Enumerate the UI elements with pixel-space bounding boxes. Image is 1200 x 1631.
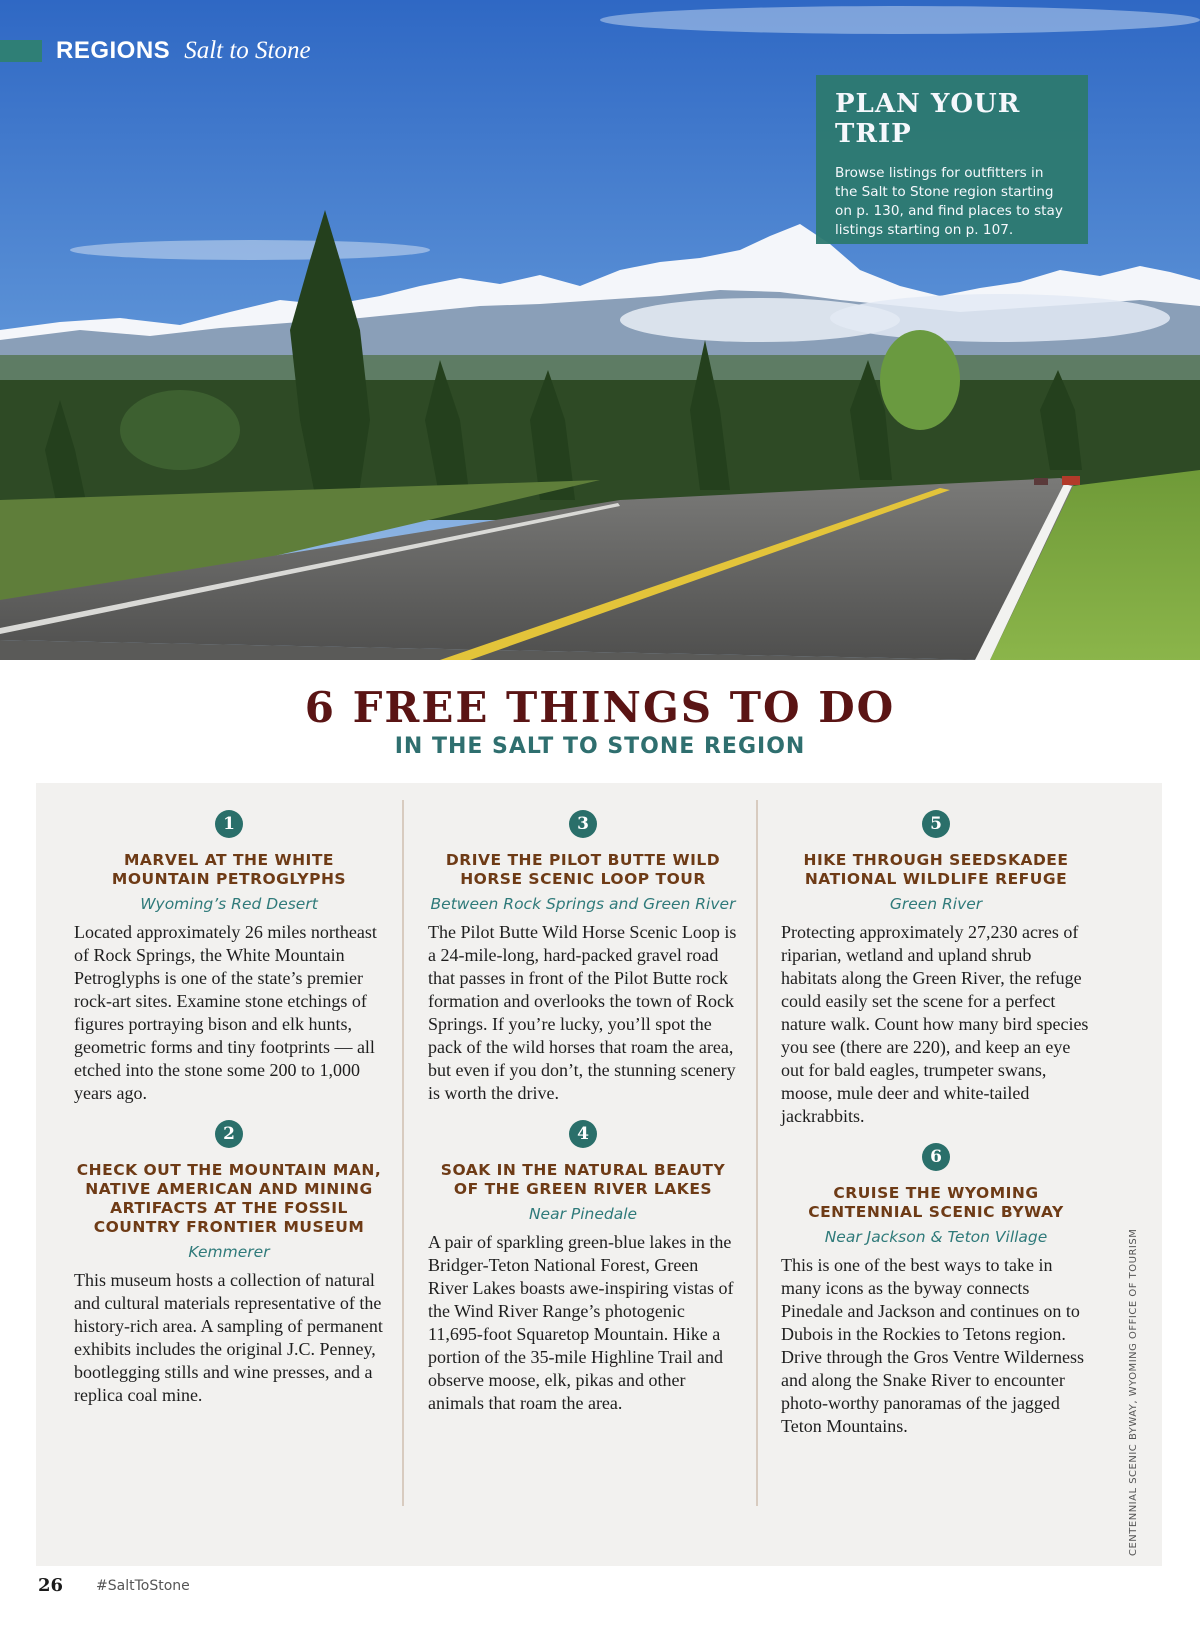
photo-credit: CENTENNIAL SCENIC BYWAY, WYOMING OFFICE OF TOURISM	[1128, 1228, 1139, 1556]
list-item	[74, 1120, 384, 1407]
item-body: A pair of sparkling green-blue lakes in the Bridger-Teton National Forest, Green River Lakes boasts awe-inspiring vistas of the Wind River Range’s photogenic 11,695-foot Squaretop Mountain. Hike a portion of the 35-mile Highline Trail and observe moose, elk, pikas and other animals that roam the area.	[428, 1232, 734, 1413]
item-title: CRUISE THE WYOMING CENTENNIAL SCENIC BYWAY	[808, 1184, 1064, 1221]
section-accent-bar	[0, 40, 42, 62]
item-location: Near Jackson & Teton Village	[824, 1228, 1048, 1246]
item-location: Near Pinedale	[528, 1205, 638, 1223]
page-subtitle: IN THE SALT TO STONE REGION	[394, 734, 806, 759]
plan-your-trip-box	[816, 75, 1088, 244]
column-divider	[756, 800, 758, 1506]
column-right	[781, 810, 1091, 1438]
list-item	[428, 1120, 738, 1415]
item-body: The Pilot Butte Wild Horse Scenic Loop is a 24-mile-long, hard-packed gravel road that passes in front of the Pilot Butte rock formation and overlooks the town of Rock Springs. If you’re lucky, you’ll spot the pack of the wild horses that roam the area, but even if you don’t, the stunning scenery is worth the drive.	[428, 922, 737, 1103]
item-body: Protecting approximately 27,230 acres of riparian, wetland and upland shrub habitats along the Green River, the refuge could easily set the scene for a perfect nature walk. Count how many bird species you see (there are 220), and keep an eye out for bald eagles, trumpeter swans, moose, mule deer and white-tailed jackrabbits.	[781, 922, 1089, 1126]
list-item	[781, 1143, 1091, 1438]
item-location: Between Rock Springs and Green River	[430, 895, 736, 913]
item-title: DRIVE THE PILOT BUTTE WILD HORSE SCENIC LOOP TOUR	[445, 851, 721, 888]
item-number-badge: 4	[569, 1120, 597, 1148]
hero-photo	[0, 0, 1200, 660]
item-title: MARVEL AT THE WHITE MOUNTAIN PETROGLYPHS	[111, 851, 347, 888]
item-number-badge: 6	[922, 1143, 950, 1171]
column-middle	[428, 810, 738, 1415]
section-tag	[0, 37, 311, 64]
footer-hashtag: #SaltToStone	[96, 1578, 190, 1594]
section-label: REGIONS	[56, 37, 171, 64]
column-left	[74, 810, 384, 1407]
item-location: Green River	[889, 895, 983, 913]
list-item	[428, 810, 738, 1105]
plan-box-body: Browse listings for outfitters in the Salt to Stone region starting on p. 130, and find places to stay listings starting on p. 107.	[835, 165, 1063, 238]
item-number-badge: 2	[215, 1120, 243, 1148]
item-body: Located approximately 26 miles northeast of Rock Springs, the White Mountain Petroglyphs is one of the state’s premier rock-art sites. Examine stone etchings of figures portraying bison and elk hunts, geometric forms and tiny footprints — all etched into the stone some 200 to 1,000 years ago.	[74, 922, 377, 1103]
item-body: This is one of the best ways to take in many icons as the byway connects Pinedale and Jackson and continues on to Dubois in the Rockies to Tetons region. Drive through the Gros Ventre Wilderness and along the Snake River to encounter photo-worthy panoramas of the jagged Teton Mountains.	[781, 1255, 1085, 1436]
item-body: This museum hosts a collection of natural and cultural materials representative of the history-rich area. A sampling of permanent exhibits includes the original J.C. Penney, bootlegging stills and wine presses, and a replica coal mine.	[74, 1270, 383, 1405]
list-item	[781, 810, 1091, 1128]
item-number-badge: 5	[922, 810, 950, 838]
item-location: Kemmerer	[188, 1243, 270, 1261]
item-title: SOAK IN THE NATURAL BEAUTY OF THE GREEN RIVER LAKES	[440, 1161, 726, 1198]
page-title: 6 FREE THINGS TO DO	[304, 683, 896, 732]
page-number: 26	[38, 1575, 64, 1596]
item-location: Wyoming’s Red Desert	[140, 895, 318, 913]
item-title: HIKE THROUGH SEEDSKADEE NATIONAL WILDLIFE REFUGE	[803, 851, 1069, 888]
item-title: CHECK OUT THE MOUNTAIN MAN, NATIVE AMERICAN AND MINING ARTIFACTS AT THE FOSSIL COUNTRY FRONTIER MUSEUM	[76, 1161, 382, 1236]
list-item	[74, 810, 384, 1105]
plan-box-title: PLAN YOUR TRIP	[835, 89, 1021, 149]
section-subtitle: Salt to Stone	[184, 37, 311, 64]
column-divider	[402, 800, 404, 1506]
item-number-badge: 1	[215, 810, 243, 838]
item-number-badge: 3	[569, 810, 597, 838]
